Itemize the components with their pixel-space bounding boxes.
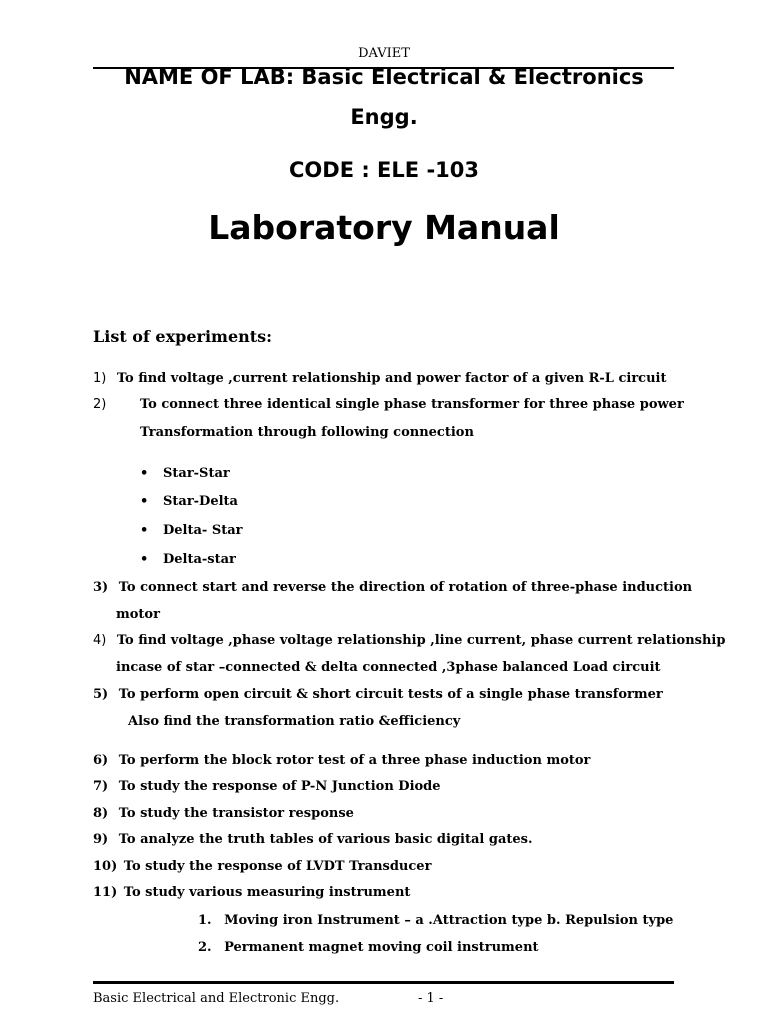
item-number: 1) — [93, 371, 107, 386]
item-text-continued: motor — [116, 607, 160, 622]
item-text: To perform the block rotor test of a three phase induction motor — [118, 753, 591, 768]
list-item — [93, 752, 590, 770]
item-number: 6) — [93, 753, 109, 768]
item-text: To study various measuring instrument — [123, 885, 411, 900]
list-item — [93, 884, 410, 902]
list-item — [93, 632, 725, 650]
item-text: To study the response of P-N Junction Diode — [118, 779, 441, 794]
item-text: Moving iron Instrument – a .Attraction type b. Repulsion type — [224, 913, 674, 928]
bullet-icon: • — [140, 494, 149, 509]
list-item — [93, 396, 106, 414]
lab-name-line2: Engg. — [350, 105, 418, 129]
bullet-item — [140, 551, 236, 569]
item-number: 2) — [93, 397, 107, 412]
item-text-continued: incase of star –connected & delta connected ,3phase balanced Load circuit — [116, 660, 661, 675]
item-number: 5) — [93, 687, 109, 702]
bullet-icon: • — [140, 552, 149, 567]
item-text: To connect three identical single phase transformer for three phase power — [140, 397, 684, 412]
bullet-text: Star-Delta — [163, 494, 238, 509]
list-heading: List of experiments: — [93, 327, 273, 346]
page-number: - 1 - — [418, 991, 444, 1006]
list-item — [93, 686, 663, 704]
sub-list-item — [198, 912, 673, 930]
item-number: 9) — [93, 832, 109, 847]
lab-name-line1: NAME OF LAB: Basic Electrical & Electronics — [124, 65, 644, 89]
item-text: To analyze the truth tables of various basic digital gates. — [118, 832, 533, 847]
bullet-item — [140, 493, 238, 511]
item-number: 3) — [93, 580, 109, 595]
item-number: 10) — [93, 859, 118, 874]
bullet-text: Star-Star — [163, 466, 230, 481]
item-text: To study the response of LVDT Transducer — [123, 859, 432, 874]
footer-title: Basic Electrical and Electronic Engg. — [93, 991, 340, 1006]
bullet-item — [140, 522, 243, 540]
list-item — [93, 858, 431, 876]
item-text: To find voltage ,current relationship and power factor of a given R-L circuit — [116, 371, 667, 386]
item-text: Permanent magnet moving coil instrument — [224, 940, 539, 955]
item-number: 8) — [93, 806, 109, 821]
item-text: To find voltage ,phase voltage relationship ,line current, phase current relationship — [116, 633, 726, 648]
item-number: 7) — [93, 779, 109, 794]
item-number: 1. — [198, 913, 212, 928]
bullet-item — [140, 465, 230, 483]
item-text-continued: Transformation through following connection — [140, 425, 474, 440]
item-text: To study the transistor response — [118, 806, 354, 821]
item-text: To perform open circuit & short circuit tests of a single phase transformer — [118, 687, 663, 702]
item-number: 11) — [93, 885, 118, 900]
list-item — [93, 831, 533, 849]
item-text-continued: Also find the transformation ratio &efficiency — [128, 714, 461, 729]
list-item — [93, 370, 667, 388]
list-item — [93, 805, 354, 823]
item-text: To connect start and reverse the direction of rotation of three-phase induction — [118, 580, 693, 595]
header-institution: DAVIET — [358, 46, 410, 61]
bullet-text: Delta-star — [163, 552, 236, 567]
bullet-text: Delta- Star — [163, 523, 243, 538]
bullet-icon: • — [140, 523, 149, 538]
list-item — [93, 579, 692, 597]
item-number: 2. — [198, 940, 212, 955]
lab-code: CODE : ELE -103 — [289, 158, 479, 182]
item-number: 4) — [93, 633, 107, 648]
bullet-icon: • — [140, 466, 149, 481]
page-title: Laboratory Manual — [208, 208, 560, 247]
list-item — [93, 778, 441, 796]
footer-rule — [93, 981, 674, 984]
sub-list-item — [198, 939, 539, 957]
